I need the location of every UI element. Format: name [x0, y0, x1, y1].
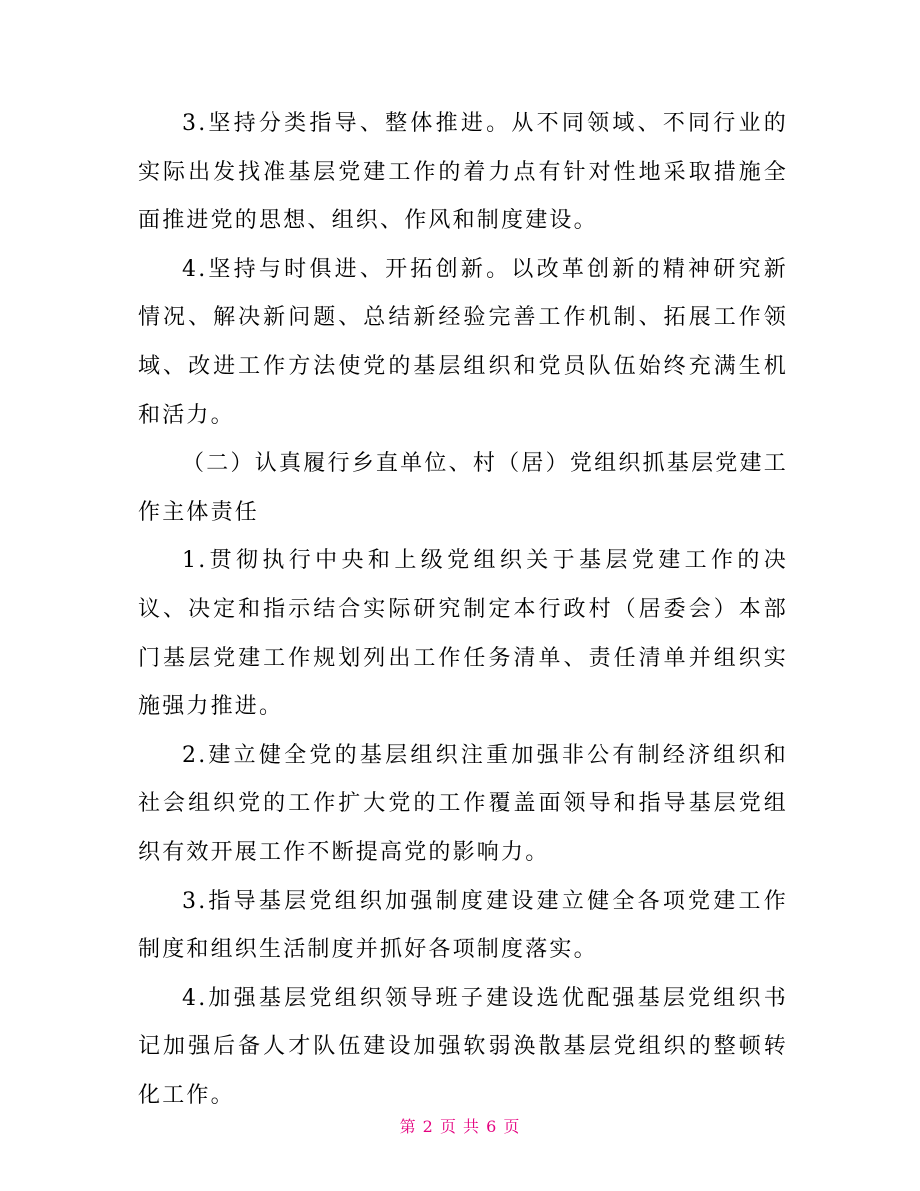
- document-body: [138, 100, 788, 1120]
- paragraph-duty-1: 1.贯彻执行中央和上级党组织关于基层党建工作的决议、决定和指示结合实际研究制定本行政村（居委会）本部门基层党建工作规划列出工作任务清单、责任清单并组织实施强力推进。: [138, 548, 788, 720]
- page-number-footer: 第 2 页 共 6 页: [399, 1117, 521, 1136]
- paragraph-principle-3: 3.坚持分类指导、整体推进。从不同领域、不同行业的实际出发找准基层党建工作的着力点有针对性地采取措施全面推进党的思想、组织、作风和制度建设。: [138, 111, 788, 234]
- paragraph-duty-3: 3.指导基层党组织加强制度建设建立健全各项党建工作制度和组织生活制度并抓好各项制度落实。: [138, 888, 788, 963]
- paragraph-principle-4: 4.坚持与时俱进、开拓创新。以改革创新的精神研究新情况、解决新问题、总结新经验完善工作机制、拓展工作领域、改进工作方法使党的基层组织和党员队伍始终充满生机和活力。: [138, 256, 788, 428]
- paragraph-duty-2: 2.建立健全党的基层组织注重加强非公有制经济组织和社会组织党的工作扩大党的工作覆盖面领导和指导基层党组织有效开展工作不断提高党的影响力。: [138, 742, 788, 865]
- section-heading-2: （二）认真履行乡直单位、村（居）党组织抓基层党建工作主体责任: [138, 451, 788, 525]
- paragraph-duty-4: 4.加强基层党组织领导班子建设选优配强基层党组织书记加强后备人才队伍建设加强软弱涣散基层党组织的整顿转化工作。: [138, 985, 788, 1108]
